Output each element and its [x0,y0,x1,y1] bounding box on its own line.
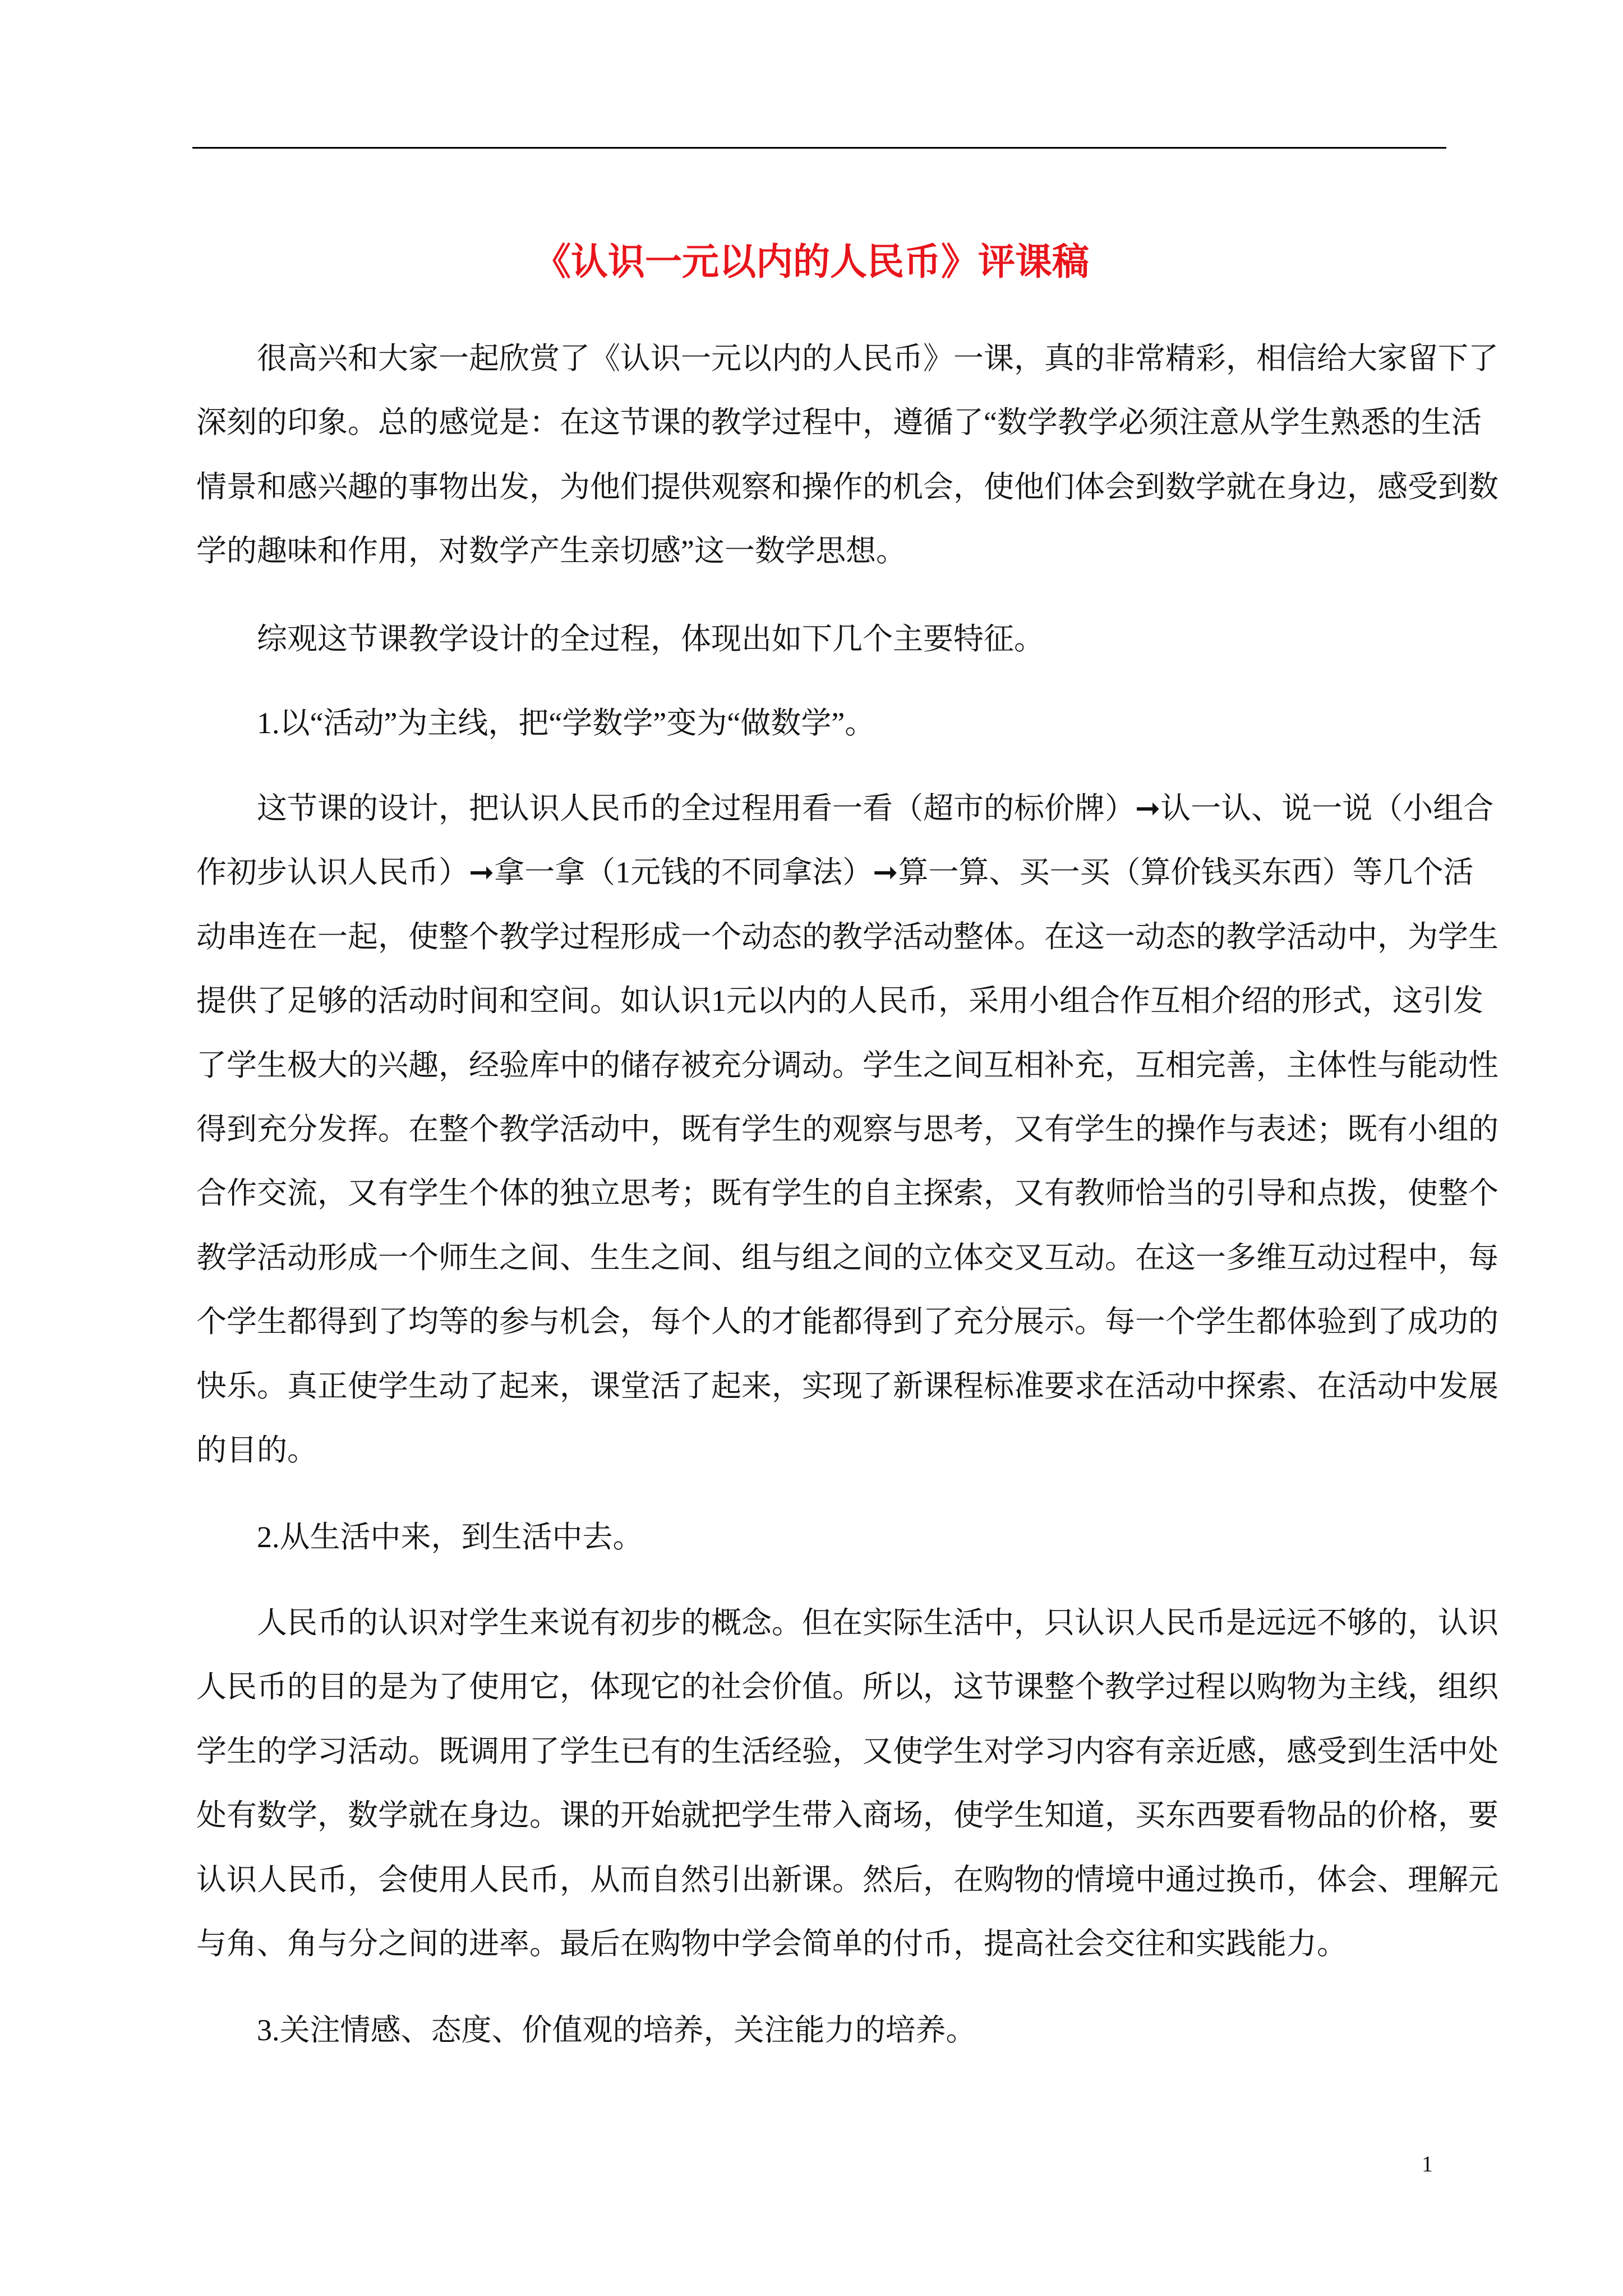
text-line: 学生的学习活动。既调用了学生已有的生活经验，又使学生对学习内容有亲近感，感受到生活中处 [196,1734,1498,1768]
text-line: 人民币的认识对学生来说有初步的概念。但在实际生活中，只认识人民币是远远不够的，认识 [257,1606,1498,1640]
text-line: 这节课的设计，把认识人民币的全过程用看一看（超市的标价牌）➞认一认、说一说（小组合 [257,792,1494,825]
heading-point-3 [196,1998,1442,2062]
paragraph-point-1 [196,776,1498,1482]
heading-point-1 [196,691,1442,755]
text-line: 教学活动形成一个师生之间、生生之间、组与组之间的立体交叉互动。在这一多维互动过程中，每 [196,1240,1498,1274]
text-line: 了学生极大的兴趣，经验库中的储存被充分调动。学生之间互相补充，互相完善，主体性与能动性 [196,1048,1498,1082]
text-line: 与角、角与分之间的进率。最后在购物中学会简单的付币，提高社会交往和实践能力。 [196,1926,1347,1961]
text-line: 3.关注情感、态度、价值观的培养，关注能力的培养。 [257,2013,976,2047]
text-line: 综观这节课教学设计的全过程，体现出如下几个主要特征。 [257,622,1044,656]
text-line: 动串连在一起，使整个教学过程形成一个动态的教学活动整体。在这一动态的教学活动中，为学生 [196,919,1498,954]
document-title: 《认识一元以内的人民币》评课稿 [534,242,1089,283]
page-number: 1 [1422,2151,1433,2177]
paragraph-point-2 [196,1591,1498,1976]
text-line: 2.从生活中来，到生活中去。 [257,1520,643,1554]
text-line: 深刻的印象。总的感觉是：在这节课的教学过程中，遵循了“数学教学必须注意从学生熟悉的生活 [196,406,1482,440]
text-line: 合作交流，又有学生个体的独立思考；既有学生的自主探索，又有教师恰当的引导和点拨，使整个 [196,1176,1498,1211]
header-rule [192,147,1446,149]
text-line: 1.以“活动”为主线，把“学数学”变为“做数学”。 [257,706,875,740]
heading-point-2 [196,1505,1442,1569]
text-line: 个学生都得到了均等的参与机会，每个人的才能都得到了充分展示。每一个学生都体验到了成功的 [196,1305,1498,1339]
text-line: 的目的。 [196,1433,317,1467]
text-line: 得到充分发挥。在整个教学活动中，既有学生的观察与思考，又有学生的操作与表述；既有小组的 [196,1112,1498,1146]
text-line: 处有数学，数学就在身边。课的开始就把学生带入商场，使学生知道，买东西要看物品的价格，要 [196,1798,1498,1833]
text-line: 作初步认识人民币）➞拿一拿（1元钱的不同拿法）➞算一算、买一买（算价钱买东西）等几个活 [196,855,1474,890]
text-line: 提供了足够的活动时间和空间。如认识1元以内的人民币，采用小组合作互相介绍的形式，这引发 [196,984,1483,1018]
text-line: 快乐。真正使学生动了起来，课堂活了起来，实现了新课程标准要求在活动中探索、在活动中发展 [196,1369,1498,1403]
text-line: 情景和感兴趣的事物出发，为他们提供观察和操作的机会，使他们体会到数学就在身边，感受到数 [196,470,1498,504]
paragraph-intro [196,326,1498,583]
text-line: 学的趣味和作用，对数学产生亲切感”这一数学思想。 [196,534,906,568]
text-line: 很高兴和大家一起欣赏了《认识一元以内的人民币》一课，真的非常精彩，相信给大家留下了 [257,342,1498,375]
text-line: 人民币的目的是为了使用它，体现它的社会价值。所以，这节课整个教学过程以购物为主线，组织 [196,1670,1498,1704]
text-line: 认识人民币，会使用人民币，从而自然引出新课。然后，在购物的情境中通过换币，体会、理解元 [196,1862,1498,1897]
paragraph-overview [196,607,1442,671]
